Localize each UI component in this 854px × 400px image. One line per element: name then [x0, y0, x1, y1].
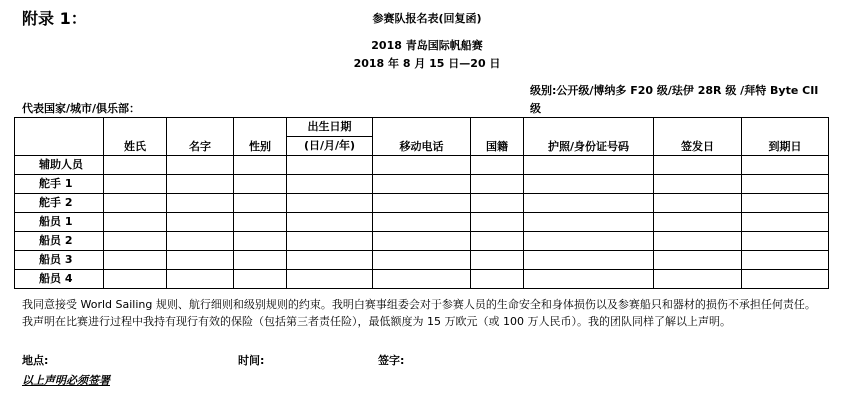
nationality-cell[interactable] — [471, 194, 524, 213]
header-role-cell — [15, 118, 104, 156]
header-passport: 护照/身份证号码 — [524, 118, 654, 156]
given-name-cell[interactable] — [167, 251, 234, 270]
expiry-date-cell[interactable] — [742, 175, 829, 194]
passport-cell[interactable] — [524, 175, 654, 194]
mobile-cell[interactable] — [373, 251, 471, 270]
given-name-cell[interactable] — [167, 156, 234, 175]
registration-table — [14, 117, 829, 289]
row-role-label: 船员 4 — [15, 270, 104, 289]
row-role-label: 舵手 2 — [15, 194, 104, 213]
passport-cell[interactable] — [524, 156, 654, 175]
time-label: 时间: — [238, 354, 265, 367]
passport-cell[interactable] — [524, 194, 654, 213]
table-row — [15, 270, 829, 289]
dob-cell[interactable] — [287, 232, 373, 251]
dob-cell[interactable] — [287, 194, 373, 213]
header-surname: 姓氏 — [104, 118, 167, 156]
header-dob: 出生日期 — [287, 118, 373, 137]
given-name-cell[interactable] — [167, 175, 234, 194]
gender-cell[interactable] — [234, 213, 287, 232]
row-role-label: 舵手 1 — [15, 175, 104, 194]
nationality-cell[interactable] — [471, 251, 524, 270]
expiry-date-cell[interactable] — [742, 232, 829, 251]
place-label: 地点: — [22, 354, 49, 367]
event-date: 2018 年 8 月 15 日—20 日 — [353, 57, 501, 70]
given-name-cell[interactable] — [167, 194, 234, 213]
issue-date-cell[interactable] — [654, 232, 742, 251]
table-row — [15, 175, 829, 194]
issue-date-cell[interactable] — [654, 270, 742, 289]
surname-cell[interactable] — [104, 194, 167, 213]
issue-date-cell[interactable] — [654, 156, 742, 175]
mobile-cell[interactable] — [373, 175, 471, 194]
header-dob-format: (日/月/年) — [287, 137, 373, 156]
issue-date-cell[interactable] — [654, 251, 742, 270]
dob-cell[interactable] — [287, 213, 373, 232]
declaration-text: 我同意接受 World Sailing 规则、航行细则和级别规则的约束。我明白赛事组委会对于参赛人员的生命安全和身体损伤以及参赛船只和器材的损伤不承担任何责任。 我声明在比赛进行过程中我持有现行有效的保险（包括第三者责任险），最低额度为 15 万欧元（或 100 万人民币）。我的团队同样了解以上声明。 — [22, 298, 816, 328]
passport-cell[interactable] — [524, 232, 654, 251]
row-role-label: 辅助人员 — [15, 156, 104, 175]
table-row — [15, 213, 829, 232]
nationality-cell[interactable] — [471, 213, 524, 232]
issue-date-cell[interactable] — [654, 175, 742, 194]
gender-cell[interactable] — [234, 251, 287, 270]
signature-label: 签字: — [378, 354, 405, 367]
given-name-cell[interactable] — [167, 270, 234, 289]
expiry-date-cell[interactable] — [742, 251, 829, 270]
nationality-cell[interactable] — [471, 156, 524, 175]
header-expiry-date: 到期日 — [742, 118, 829, 156]
passport-cell[interactable] — [524, 251, 654, 270]
dob-cell[interactable] — [287, 251, 373, 270]
passport-cell[interactable] — [524, 213, 654, 232]
issue-date-cell[interactable] — [654, 194, 742, 213]
row-role-label: 船员 1 — [15, 213, 104, 232]
passport-cell[interactable] — [524, 270, 654, 289]
row-role-label: 船员 3 — [15, 251, 104, 270]
nationality-cell[interactable] — [471, 232, 524, 251]
surname-cell[interactable] — [104, 270, 167, 289]
surname-cell[interactable] — [104, 175, 167, 194]
gender-cell[interactable] — [234, 156, 287, 175]
header-nationality: 国籍 — [471, 118, 524, 156]
header-gender: 性别 — [234, 118, 287, 156]
gender-cell[interactable] — [234, 232, 287, 251]
gender-cell[interactable] — [234, 270, 287, 289]
gender-cell[interactable] — [234, 194, 287, 213]
row-role-label: 船员 2 — [15, 232, 104, 251]
table-row — [15, 232, 829, 251]
nationality-cell[interactable] — [471, 175, 524, 194]
must-sign-note: 以上声明必须签署 — [22, 374, 110, 387]
header-issue-date: 签发日 — [654, 118, 742, 156]
given-name-cell[interactable] — [167, 213, 234, 232]
surname-cell[interactable] — [104, 251, 167, 270]
table-header-row-top — [15, 118, 829, 137]
mobile-cell[interactable] — [373, 270, 471, 289]
surname-cell[interactable] — [104, 232, 167, 251]
dob-cell[interactable] — [287, 156, 373, 175]
class-line: 级别:公开级/博纳多 F20 级/珐伊 28R 级 /拜特 Byte CII 级 — [530, 84, 819, 115]
expiry-date-cell[interactable] — [742, 213, 829, 232]
expiry-date-cell[interactable] — [742, 270, 829, 289]
surname-cell[interactable] — [104, 213, 167, 232]
mobile-cell[interactable] — [373, 156, 471, 175]
surname-cell[interactable] — [104, 156, 167, 175]
appendix-label: 附录 1： — [22, 9, 87, 28]
mobile-cell[interactable] — [373, 213, 471, 232]
issue-date-cell[interactable] — [654, 213, 742, 232]
event-name: 2018 青岛国际帆船赛 — [371, 39, 483, 52]
header-mobile: 移动电话 — [373, 118, 471, 156]
table-row — [15, 251, 829, 270]
mobile-cell[interactable] — [373, 194, 471, 213]
gender-cell[interactable] — [234, 175, 287, 194]
given-name-cell[interactable] — [167, 232, 234, 251]
form-title: 参赛队报名表(回复函) — [372, 12, 482, 25]
dob-cell[interactable] — [287, 175, 373, 194]
expiry-date-cell[interactable] — [742, 156, 829, 175]
table-row — [15, 156, 829, 175]
expiry-date-cell[interactable] — [742, 194, 829, 213]
nationality-cell[interactable] — [471, 270, 524, 289]
header-given-name: 名字 — [167, 118, 234, 156]
dob-cell[interactable] — [287, 270, 373, 289]
mobile-cell[interactable] — [373, 232, 471, 251]
representing-label: 代表国家/城市/俱乐部： — [22, 102, 141, 115]
table-row — [15, 194, 829, 213]
